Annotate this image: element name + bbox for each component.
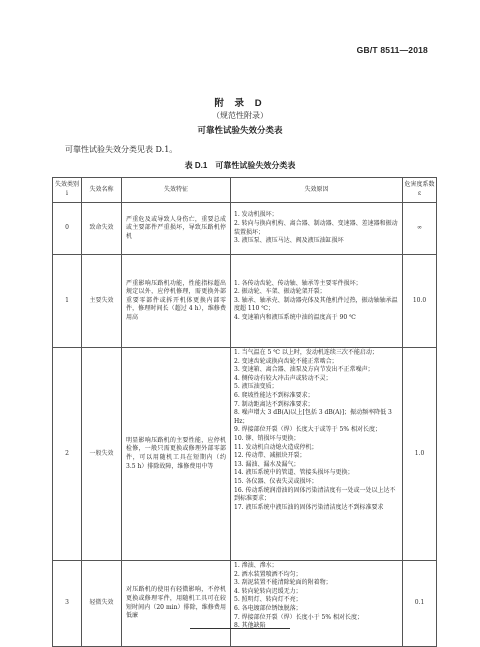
reason-line: 4. 变速箱内和液压系统中油的温度高于 90 ℃ — [234, 313, 356, 321]
cell-reasons — [231, 203, 403, 255]
appendix-name: 可靠性试验失效分类表 — [197, 125, 283, 135]
reason-line: 4. 侧传动有较大冲击声或转动不灵； — [234, 374, 332, 382]
footer-rule — [190, 628, 290, 629]
cell-coefficient: 10.0 — [403, 255, 437, 348]
cell-category: 3 — [53, 561, 82, 647]
reason-line: 2. 变速齿轮或换向齿轮不能正常啮合； — [234, 357, 338, 365]
header-feature: 失效特征 — [122, 178, 231, 203]
reason-line: 6. 爬坡性能达不到标准要求； — [234, 391, 314, 399]
reason-line: 1. 当气温在 5 ℃ 以上时，发动机连续三次不能启动； — [234, 349, 378, 356]
table-row — [53, 255, 437, 348]
cell-coefficient: 1.0 — [403, 348, 437, 561]
reason-line: 2. 洒水装置喷洒不均匀； — [234, 570, 302, 578]
cell-feature: 明显影响压路机的主要性能，应停机检修，一般只需更换或修理外部零部件，可以用随机工具在短期内（约 3.5 h）排除故障，维修费用中等 — [122, 348, 231, 561]
reason-line: 9. 焊接部位开裂（焊）长度大于或等于 5% 相对长度； — [234, 426, 381, 434]
reason-line: 2. 转向与换向机构、离合器、制动器、变速器、差速器和振动装置损坏； — [234, 219, 398, 236]
cell-reasons — [231, 561, 403, 647]
cell-reasons — [231, 348, 403, 561]
reason-line: 14. 液压系统中的管道、管接头损坏与更换； — [234, 469, 354, 477]
reason-line: 5. 液压油变质； — [234, 383, 278, 391]
table-caption: 表 D.1 可靠性试验失效分类表 — [184, 161, 296, 170]
cell-feature: 严重危及或导致人身伤亡，重要总成或主要部件严重损坏，导致压路机停机 — [122, 203, 231, 255]
reason-line: 1. 各传动齿轮、传动轴、轴承等主要零件损坏； — [234, 279, 362, 287]
table-row — [53, 348, 437, 561]
reason-line: 16. 传动系统润滑油的固体污染清洁度有一处或一处以上达不到标准要求； — [234, 486, 396, 503]
cell-name: 一般失效 — [82, 348, 122, 561]
reason-line: 12. 传动带、减振块开裂； — [234, 452, 306, 460]
reason-line: 3. 液压泵、液压马达、阀及液压油缸损坏 — [234, 237, 344, 245]
failure-classification-table — [52, 177, 437, 647]
table-header-row — [53, 178, 437, 203]
cell-category: 2 — [53, 348, 82, 561]
appendix-title: 附 录 D — [214, 98, 266, 109]
header-category: 失效类别 i — [53, 178, 82, 203]
cell-name: 主要失效 — [82, 255, 122, 348]
reason-line: 3. 刮泥装置不能清除轮面的附着物； — [234, 579, 332, 587]
cell-name: 轻微失效 — [82, 561, 122, 647]
reason-line: 7. 焊接部位开裂（焊）长度小于 5% 相对长度； — [234, 613, 363, 621]
reason-line: 6. 各电镀部位锈蚀脱落； — [234, 604, 302, 612]
intro-text: 可靠性试验失效分类见表 D.1。 — [65, 145, 178, 154]
reason-line: 13. 漏油、漏水及漏气； — [234, 460, 300, 468]
reason-line: 11. 发动机自动熄火造成停机； — [234, 443, 318, 451]
reason-line: 4. 转向轮转向迟缓无力； — [234, 587, 302, 595]
header-name: 失效名称 — [82, 178, 122, 203]
appendix-note: （规范性附录） — [212, 111, 268, 120]
cell-category: 1 — [53, 255, 82, 348]
table-row — [53, 561, 437, 647]
reason-line: 8. 其他缺陷 — [234, 622, 266, 630]
reason-line: 3. 变速箱、离合器、油泵及方向节发出不正常噪声； — [234, 366, 374, 374]
reason-line: 3. 轴承、轴承壳、制动器壳体及其他机件过热，振动轴轴承温度超 110 ℃； — [234, 296, 398, 313]
reason-line: 1. 发动机损坏； — [234, 211, 278, 219]
reason-line: 15. 各仪器、仪表失灵或损坏； — [234, 477, 318, 485]
standard-code: GB/T 8511—2018 — [356, 45, 428, 55]
header-reason: 失效原因 — [231, 178, 403, 203]
cell-coefficient: ∞ — [403, 203, 437, 255]
cell-reasons — [231, 255, 403, 348]
reason-line: 2. 振动轮、车架、振动轮架开裂； — [234, 288, 326, 296]
cell-feature: 严重影响压路机功能，性能指标超出规定以外，应停机修理，需更换外部重要零部件或拆开机体更换内部零件，修理时间长（超过 4 h），维修费用高 — [122, 255, 231, 348]
reason-line: 17. 液压系统中液压油的固体污染清洁度达不到标准要求 — [234, 503, 384, 511]
reason-line: 1. 滲油、滲水； — [234, 562, 278, 569]
table-row — [53, 203, 437, 255]
cell-coefficient: 0.1 — [403, 561, 437, 647]
reason-line: 5. 照明灯、转向灯不亮； — [234, 596, 302, 604]
cell-feature: 对压路机的使用有轻微影响，不停机更换或修理零件，用随机工具可在较短时间内（20 min）排除，维修费用低廉 — [122, 561, 231, 647]
reason-line: 8. 噪声增大 3 dB(A)以上[包括 3 dB(A)]；振动频率降低 3 Hz； — [234, 409, 392, 425]
reason-line: 7. 制动距离达不到标准要求； — [234, 400, 314, 408]
cell-name: 致命失效 — [82, 203, 122, 255]
cell-category: 0 — [53, 203, 82, 255]
header-coefficient: 危害度系数 ε — [403, 178, 437, 203]
reason-line: 10. 铆、销损坏与更换； — [234, 434, 300, 442]
